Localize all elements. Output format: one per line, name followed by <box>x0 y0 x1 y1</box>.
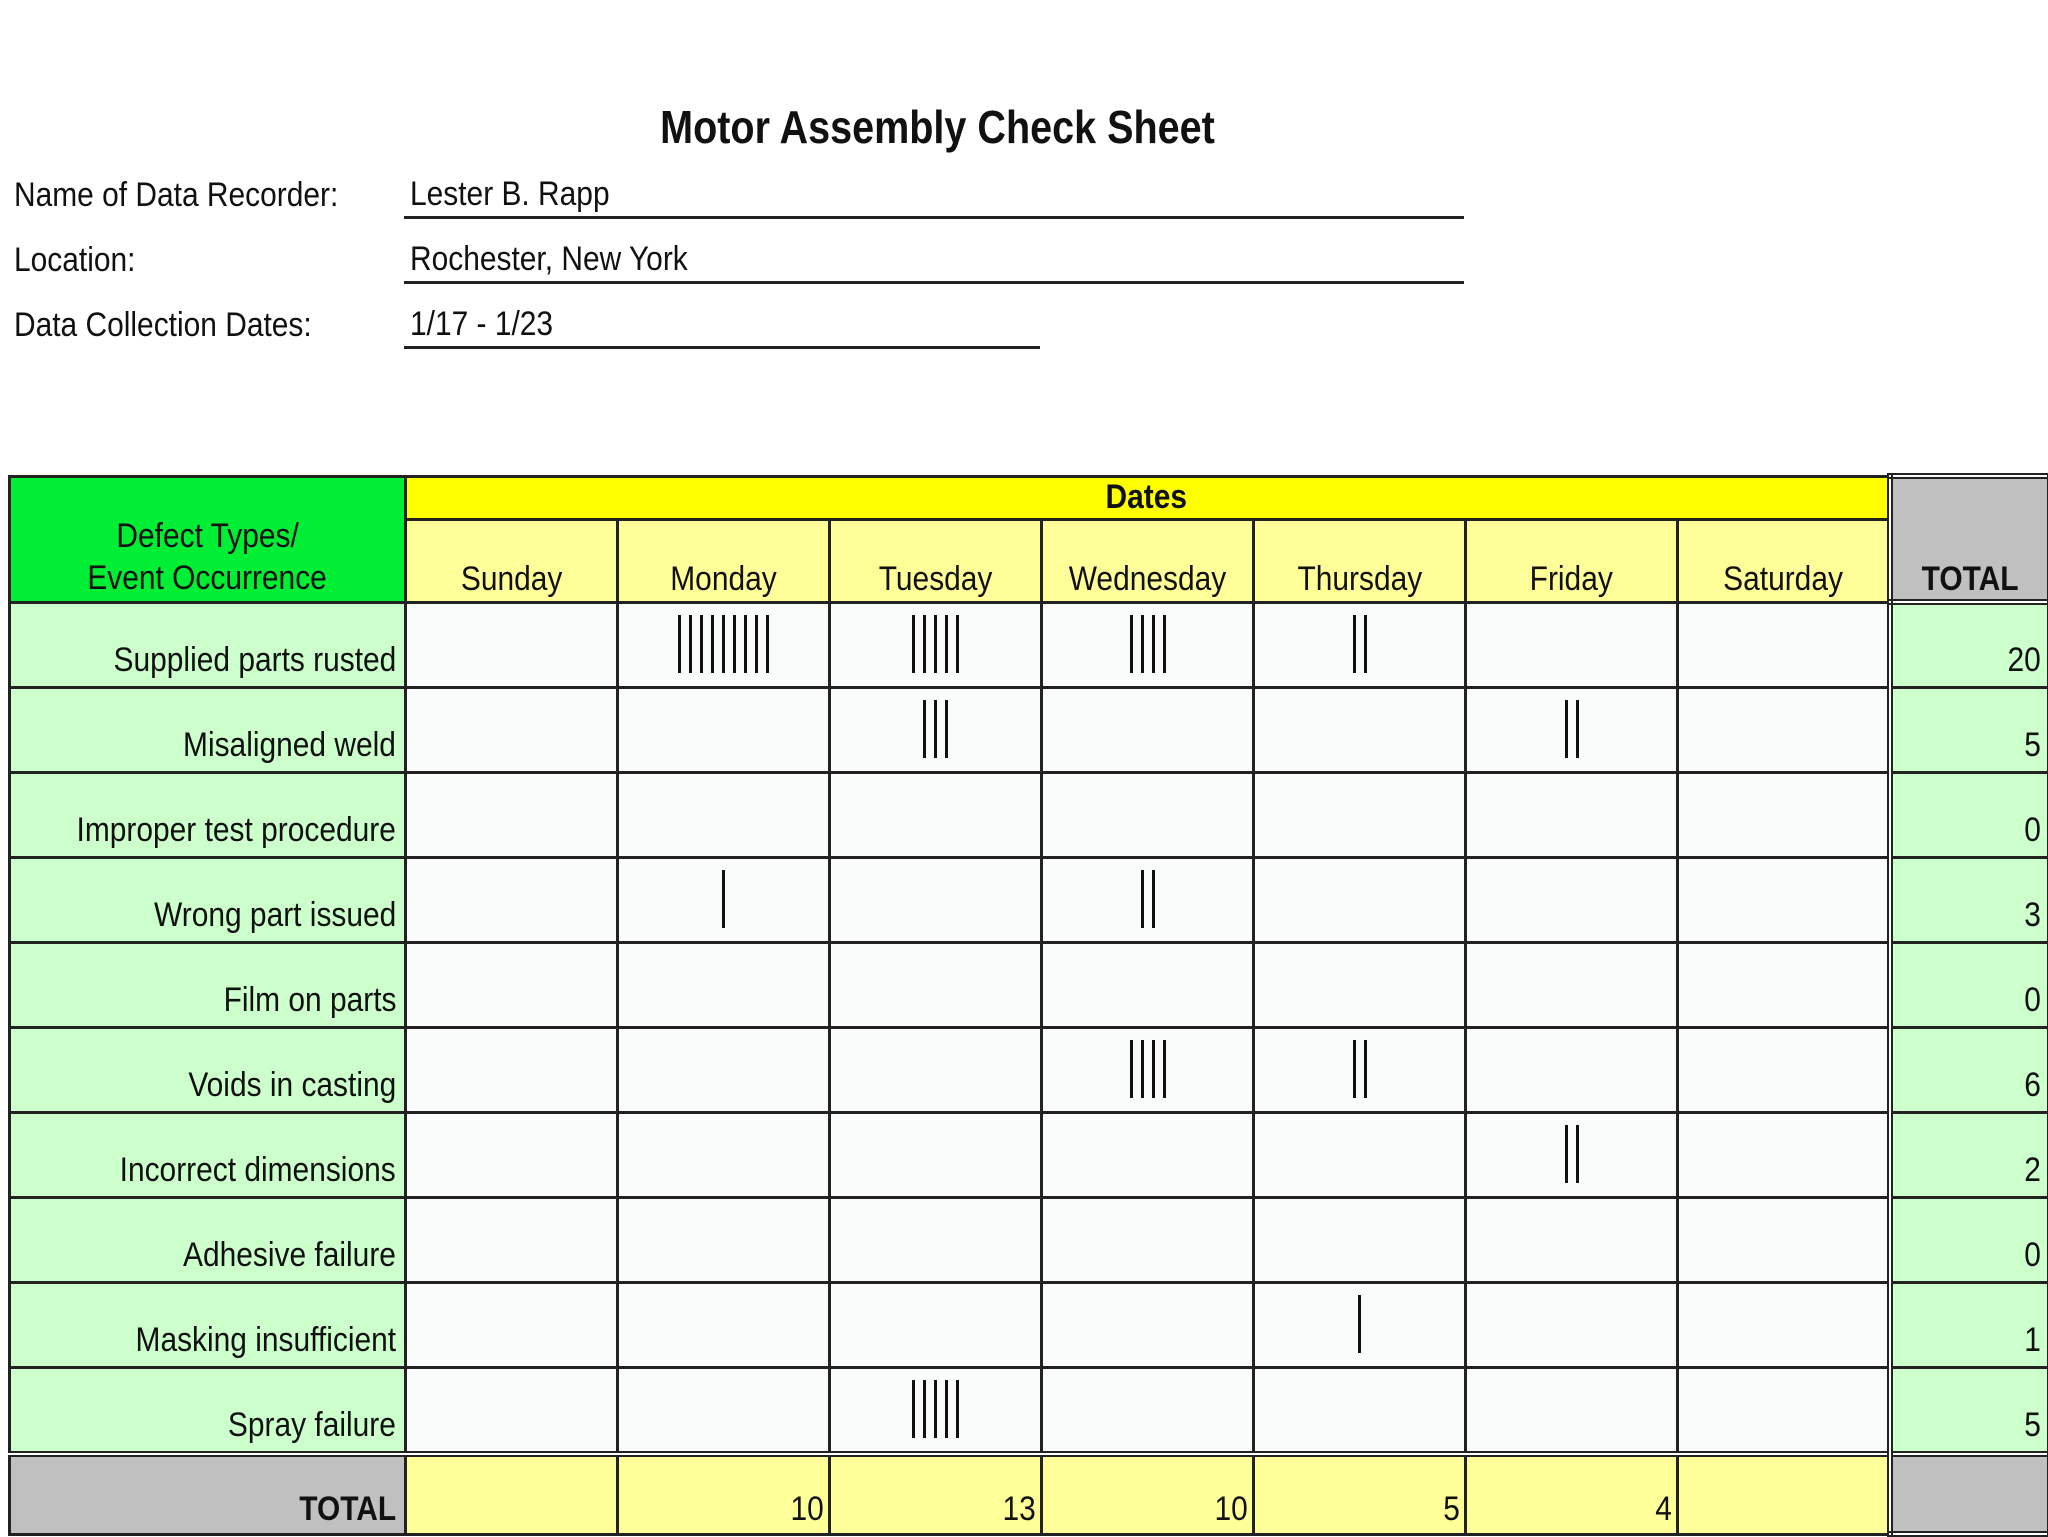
tally-cell-monday[interactable] <box>618 857 830 942</box>
tally-mark <box>1141 1040 1144 1098</box>
defect-types-header: Defect Types/ Event Occurrence <box>10 476 406 602</box>
tally-cell-wednesday[interactable] <box>1042 1282 1254 1367</box>
table-row <box>10 1112 2048 1197</box>
tally-cell-wednesday[interactable] <box>1042 1027 1254 1112</box>
tally-mark <box>722 870 725 928</box>
dates-header: Dates <box>406 476 1890 519</box>
tally-mark <box>912 1380 915 1438</box>
tally-cell-sunday[interactable] <box>406 772 618 857</box>
row-total-value: 2 <box>1890 1112 2048 1197</box>
tally-marks <box>908 1380 963 1438</box>
tally-cell-saturday[interactable] <box>1678 602 1890 687</box>
tally-cell-saturday[interactable] <box>1678 687 1890 772</box>
table-row <box>10 1367 2048 1454</box>
tally-cell-sunday[interactable] <box>406 857 618 942</box>
tally-mark <box>1364 615 1367 673</box>
table-row <box>10 942 2048 1027</box>
tally-marks <box>1354 1295 1365 1353</box>
tally-mark <box>1130 615 1133 673</box>
tally-cell-saturday[interactable] <box>1678 857 1890 942</box>
tally-cell-monday[interactable] <box>618 1367 830 1454</box>
defect-type-label: Improper test procedure <box>10 772 406 857</box>
dates-label: Data Collection Dates: <box>14 306 312 345</box>
day-header-thursday: Thursday <box>1254 519 1466 602</box>
tally-cell-wednesday[interactable] <box>1042 1367 1254 1454</box>
tally-mark <box>689 615 692 673</box>
table-row <box>10 602 2048 687</box>
tally-cell-tuesday[interactable] <box>830 687 1042 772</box>
day-total-saturday <box>1678 1454 1890 1535</box>
tally-marks <box>1561 700 1583 758</box>
tally-cell-monday[interactable] <box>618 602 830 687</box>
dates-value: 1/17 - 1/23 <box>404 302 1040 349</box>
tally-cell-friday[interactable] <box>1466 1197 1678 1282</box>
row-total-value: 0 <box>1890 1197 2048 1282</box>
tally-cell-sunday[interactable] <box>406 1197 618 1282</box>
day-header-sunday: Sunday <box>406 519 618 602</box>
grand-total-cell <box>1890 1454 2048 1535</box>
day-total-sunday <box>406 1454 618 1535</box>
tally-cell-wednesday[interactable] <box>1042 602 1254 687</box>
table-row <box>10 687 2048 772</box>
day-header-saturday: Saturday <box>1678 519 1890 602</box>
recorder-label: Name of Data Recorder: <box>14 176 338 215</box>
tally-cell-sunday[interactable] <box>406 1027 618 1112</box>
tally-cell-sunday[interactable] <box>406 942 618 1027</box>
tally-mark <box>912 615 915 673</box>
tally-marks <box>1126 1040 1170 1098</box>
recorder-value: Lester B. Rapp <box>404 172 1464 219</box>
tally-mark <box>945 615 948 673</box>
tally-cell-wednesday[interactable] <box>1042 1112 1254 1197</box>
tally-mark <box>1576 1125 1579 1183</box>
defect-type-label: Film on parts <box>10 942 406 1027</box>
tally-mark <box>1565 1125 1568 1183</box>
footer-total-label: TOTAL <box>10 1454 406 1535</box>
tally-mark <box>1353 1040 1356 1098</box>
tally-cell-thursday[interactable] <box>1254 772 1466 857</box>
location-value: Rochester, New York <box>404 237 1464 284</box>
tally-cell-friday[interactable] <box>1466 942 1678 1027</box>
tally-cell-wednesday[interactable] <box>1042 942 1254 1027</box>
tally-cell-sunday[interactable] <box>406 1367 618 1454</box>
tally-cell-tuesday[interactable] <box>830 1367 1042 1454</box>
defect-type-label: Spray failure <box>10 1367 406 1454</box>
tally-cell-wednesday[interactable] <box>1042 772 1254 857</box>
tally-cell-saturday[interactable] <box>1678 1282 1890 1367</box>
tally-cell-friday[interactable] <box>1466 772 1678 857</box>
tally-cell-saturday[interactable] <box>1678 1197 1890 1282</box>
tally-cell-saturday[interactable] <box>1678 1027 1890 1112</box>
tally-mark <box>733 615 736 673</box>
tally-mark <box>1152 870 1155 928</box>
tally-mark <box>1364 1040 1367 1098</box>
tally-cell-thursday[interactable] <box>1254 602 1466 687</box>
tally-mark <box>722 615 725 673</box>
tally-cell-saturday[interactable] <box>1678 1112 1890 1197</box>
tally-mark <box>923 615 926 673</box>
tally-cell-friday[interactable] <box>1466 602 1678 687</box>
tally-marks <box>1349 615 1371 673</box>
defect-type-label: Supplied parts rusted <box>10 602 406 687</box>
row-total-value: 20 <box>1890 602 2048 687</box>
tally-cell-thursday[interactable] <box>1254 1112 1466 1197</box>
tally-mark <box>956 615 959 673</box>
tally-cell-thursday[interactable] <box>1254 1197 1466 1282</box>
tally-cell-friday[interactable] <box>1466 687 1678 772</box>
tally-cell-monday[interactable] <box>618 1282 830 1367</box>
tally-cell-friday[interactable] <box>1466 1367 1678 1454</box>
day-totals-row <box>10 1454 2048 1535</box>
tally-cell-friday[interactable] <box>1466 857 1678 942</box>
tally-cell-saturday[interactable] <box>1678 942 1890 1027</box>
table-row <box>10 772 2048 857</box>
tally-marks <box>1126 615 1170 673</box>
table-row <box>10 1027 2048 1112</box>
row-total-value: 5 <box>1890 1367 2048 1454</box>
location-label: Location: <box>14 241 135 280</box>
tally-marks <box>1561 1125 1583 1183</box>
tally-mark <box>1130 1040 1133 1098</box>
tally-mark <box>1358 1295 1361 1353</box>
defect-type-label: Misaligned weld <box>10 687 406 772</box>
tally-cell-tuesday[interactable] <box>830 1282 1042 1367</box>
tally-mark <box>678 615 681 673</box>
day-header-monday: Monday <box>618 519 830 602</box>
tally-cell-friday[interactable] <box>1466 1027 1678 1112</box>
tally-mark <box>766 615 769 673</box>
defect-type-label: Incorrect dimensions <box>10 1112 406 1197</box>
check-sheet-table <box>8 473 2048 1537</box>
row-total-value: 1 <box>1890 1282 2048 1367</box>
tally-cell-monday[interactable] <box>618 687 830 772</box>
tally-cell-thursday[interactable] <box>1254 1282 1466 1367</box>
day-total-monday: 10 <box>618 1454 830 1535</box>
tally-cell-wednesday[interactable] <box>1042 857 1254 942</box>
row-total-value: 0 <box>1890 942 2048 1027</box>
day-total-wednesday: 10 <box>1042 1454 1254 1535</box>
day-total-tuesday: 13 <box>830 1454 1042 1535</box>
table-row <box>10 1197 2048 1282</box>
tally-cell-sunday[interactable] <box>406 602 618 687</box>
tally-cell-saturday[interactable] <box>1678 1367 1890 1454</box>
tally-cell-tuesday[interactable] <box>830 772 1042 857</box>
tally-cell-thursday[interactable] <box>1254 1027 1466 1112</box>
row-total-value: 0 <box>1890 772 2048 857</box>
day-header-wednesday: Wednesday <box>1042 519 1254 602</box>
tally-cell-friday[interactable] <box>1466 1112 1678 1197</box>
tally-mark <box>744 615 747 673</box>
sheet-title: Motor Assembly Check Sheet <box>131 100 1744 154</box>
tally-marks <box>718 870 729 928</box>
tally-mark <box>755 615 758 673</box>
tally-marks <box>919 700 952 758</box>
tally-cell-tuesday[interactable] <box>830 942 1042 1027</box>
tally-cell-wednesday[interactable] <box>1042 1197 1254 1282</box>
defect-type-label: Adhesive failure <box>10 1197 406 1282</box>
tally-cell-monday[interactable] <box>618 1112 830 1197</box>
defect-type-label: Masking insufficient <box>10 1282 406 1367</box>
tally-cell-sunday[interactable] <box>406 1282 618 1367</box>
tally-mark <box>1353 615 1356 673</box>
defect-type-label: Voids in casting <box>10 1027 406 1112</box>
tally-mark <box>1141 615 1144 673</box>
tally-mark <box>923 700 926 758</box>
day-header-friday: Friday <box>1466 519 1678 602</box>
tally-mark <box>956 1380 959 1438</box>
tally-marks <box>674 615 773 673</box>
tally-cell-thursday[interactable] <box>1254 1367 1466 1454</box>
defect-type-label: Wrong part issued <box>10 857 406 942</box>
tally-cell-friday[interactable] <box>1466 1282 1678 1367</box>
tally-marks <box>1349 1040 1371 1098</box>
tally-cell-tuesday[interactable] <box>830 602 1042 687</box>
tally-cell-thursday[interactable] <box>1254 942 1466 1027</box>
tally-mark <box>934 700 937 758</box>
row-total-value: 3 <box>1890 857 2048 942</box>
day-total-thursday: 5 <box>1254 1454 1466 1535</box>
tally-mark <box>934 615 937 673</box>
day-total-friday: 4 <box>1466 1454 1678 1535</box>
tally-mark <box>934 1380 937 1438</box>
tally-cell-thursday[interactable] <box>1254 687 1466 772</box>
tally-cell-monday[interactable] <box>618 1027 830 1112</box>
tally-cell-thursday[interactable] <box>1254 857 1466 942</box>
tally-cell-wednesday[interactable] <box>1042 687 1254 772</box>
tally-cell-tuesday[interactable] <box>830 1027 1042 1112</box>
tally-mark <box>1141 870 1144 928</box>
tally-marks <box>908 615 963 673</box>
tally-cell-monday[interactable] <box>618 772 830 857</box>
tally-cell-monday[interactable] <box>618 1197 830 1282</box>
tally-cell-sunday[interactable] <box>406 1112 618 1197</box>
tally-cell-monday[interactable] <box>618 942 830 1027</box>
day-header-tuesday: Tuesday <box>830 519 1042 602</box>
row-total-value: 5 <box>1890 687 2048 772</box>
tally-mark <box>945 1380 948 1438</box>
tally-mark <box>711 615 714 673</box>
tally-mark <box>945 700 948 758</box>
tally-mark <box>700 615 703 673</box>
tally-mark <box>923 1380 926 1438</box>
tally-mark <box>1565 700 1568 758</box>
tally-cell-tuesday[interactable] <box>830 1197 1042 1282</box>
table-row <box>10 857 2048 942</box>
tally-mark <box>1163 615 1166 673</box>
total-column-header: TOTAL <box>1890 476 2048 602</box>
tally-cell-sunday[interactable] <box>406 687 618 772</box>
tally-cell-tuesday[interactable] <box>830 1112 1042 1197</box>
tally-cell-tuesday[interactable] <box>830 857 1042 942</box>
tally-mark <box>1163 1040 1166 1098</box>
tally-cell-saturday[interactable] <box>1678 772 1890 857</box>
table-row <box>10 1282 2048 1367</box>
tally-mark <box>1152 1040 1155 1098</box>
tally-mark <box>1152 615 1155 673</box>
tally-mark <box>1576 700 1579 758</box>
defect-rows <box>10 602 2048 1454</box>
row-total-value: 6 <box>1890 1027 2048 1112</box>
tally-marks <box>1137 870 1159 928</box>
